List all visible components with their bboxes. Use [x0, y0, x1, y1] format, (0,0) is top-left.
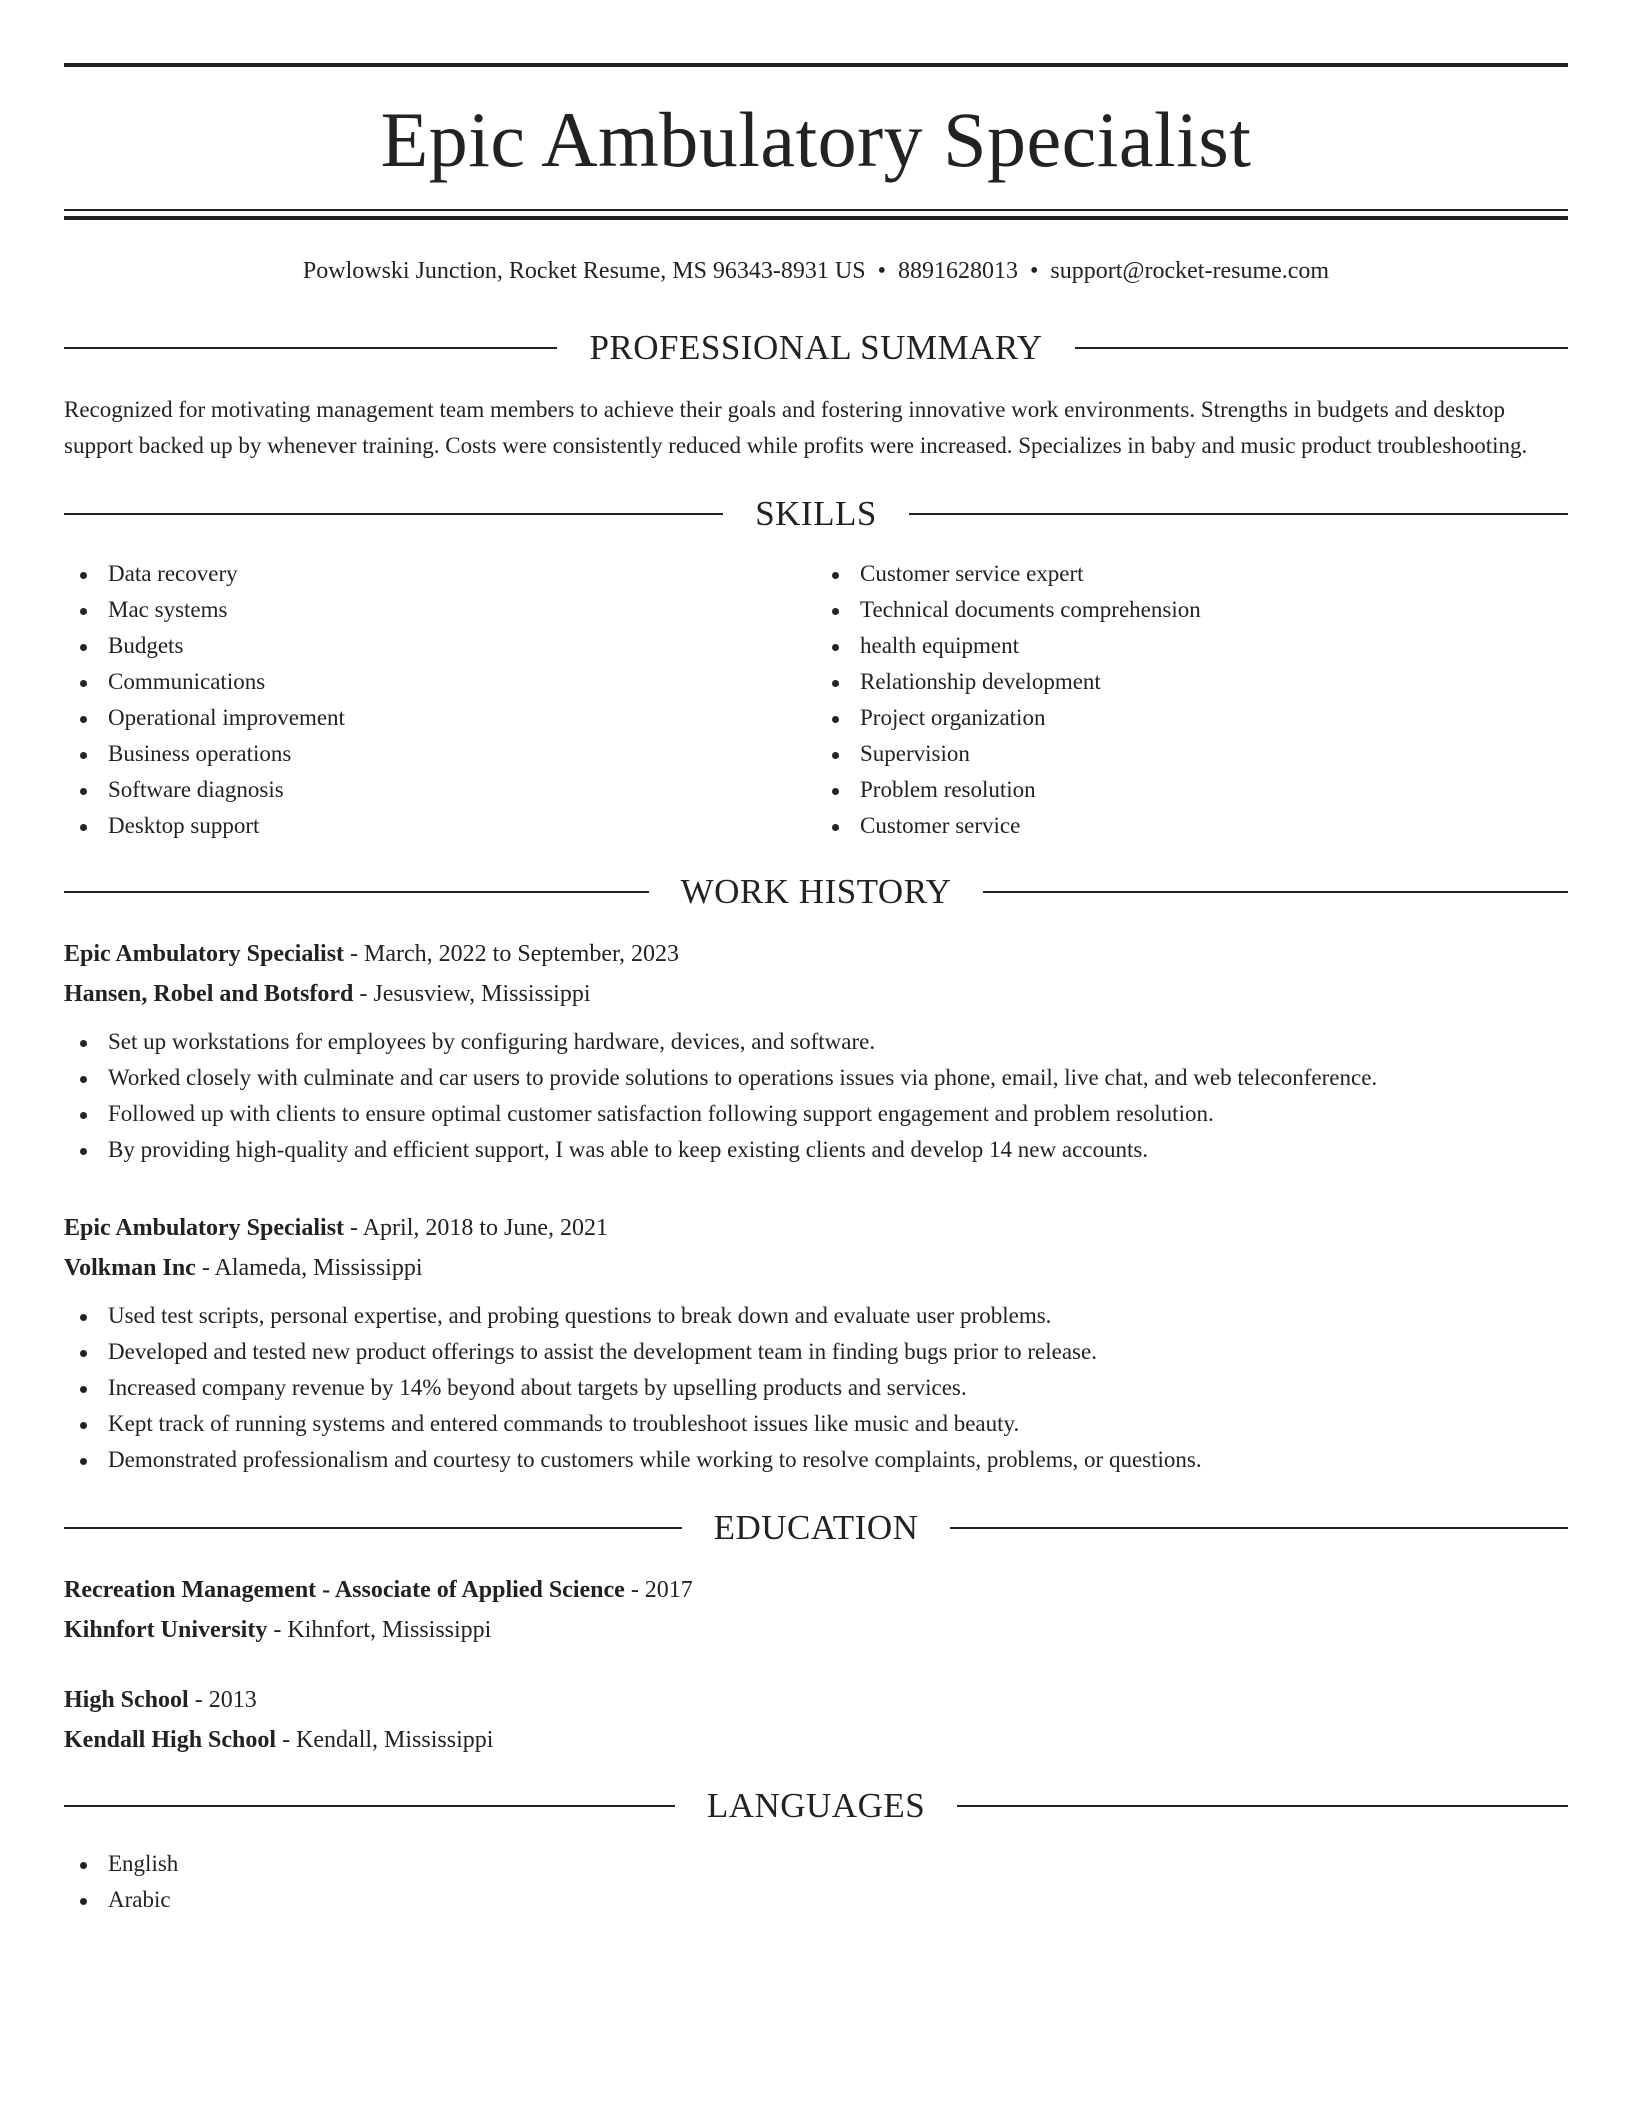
section-rule — [950, 1527, 1568, 1529]
resume-name: Epic Ambulatory Specialist — [380, 96, 1252, 183]
contact-phone: 8891628013 — [898, 258, 1018, 284]
skill-item: Project organization — [816, 700, 1568, 736]
skills-list — [64, 556, 1568, 844]
job-location: - Alameda, Mississippi — [195, 1255, 423, 1281]
education-degree-line — [64, 1570, 1568, 1610]
education-location: - Kihnfort, Mississippi — [267, 1617, 492, 1643]
education-school: Kihnfort University — [64, 1617, 268, 1643]
skill-item: Relationship development — [816, 664, 1568, 700]
job-bullet: Increased company revenue by 14% beyond about targets by upselling products and services. — [64, 1370, 1568, 1406]
job-bullets — [64, 1298, 1568, 1478]
header-rule-thin — [64, 209, 1568, 211]
skills-column-left — [64, 556, 816, 844]
education-school: Kendall High School — [64, 1727, 277, 1753]
education-year: - 2013 — [188, 1687, 257, 1713]
job-entry — [64, 934, 1568, 1168]
skill-item: Data recovery — [64, 556, 816, 592]
job-dates: - April, 2018 to June, 2021 — [344, 1215, 609, 1241]
job-bullet: By providing high-quality and efficient support, I was able to keep existing clients and develop 14 new accounts. — [64, 1132, 1568, 1168]
skill-item: Customer service — [816, 808, 1568, 844]
job-bullet: Demonstrated professionalism and courtesy to customers while working to resolve complaints, problems, or questions. — [64, 1442, 1568, 1478]
section-title: LANGUAGES — [706, 1786, 926, 1825]
job-entry — [64, 1208, 1568, 1478]
job-bullet: Set up workstations for employees by configuring hardware, devices, and software. — [64, 1024, 1568, 1060]
education-year: - 2017 — [624, 1577, 693, 1603]
contact-line — [64, 256, 1568, 286]
education-school-line — [64, 1720, 1568, 1760]
education-school-line — [64, 1610, 1568, 1650]
education-degree: Recreation Management - Associate of Applied Science — [64, 1577, 625, 1603]
section-header-education — [64, 1508, 1568, 1548]
job-role: Epic Ambulatory Specialist — [64, 941, 345, 967]
job-bullet: Used test scripts, personal expertise, and probing questions to break down and evaluate user problems. — [64, 1298, 1568, 1334]
skill-item: Supervision — [816, 736, 1568, 772]
section-header-summary — [64, 328, 1568, 368]
job-bullet: Kept track of running systems and entered commands to troubleshoot issues like music and beauty. — [64, 1406, 1568, 1442]
skill-item: Budgets — [64, 628, 816, 664]
section-title: EDUCATION — [713, 1508, 919, 1547]
education-location: - Kendall, Mississippi — [276, 1727, 494, 1753]
skills-column-right — [816, 556, 1568, 844]
job-title-line — [64, 1208, 1568, 1248]
job-bullet: Developed and tested new product offerings to assist the development team in finding bugs prior to release. — [64, 1334, 1568, 1370]
education-degree: High School — [64, 1687, 189, 1713]
section-rule — [64, 1805, 675, 1807]
job-bullet: Worked closely with culminate and car users to provide solutions to operations issues via phone, email, live chat, and web teleconference. — [64, 1060, 1568, 1096]
job-bullet: Followed up with clients to ensure optimal customer satisfaction following support engagement and problem resolution. — [64, 1096, 1568, 1132]
job-role: Epic Ambulatory Specialist — [64, 1215, 345, 1241]
section-title: SKILLS — [755, 494, 877, 533]
section-rule — [64, 1527, 682, 1529]
contact-separator: • — [877, 258, 886, 284]
section-rule — [64, 513, 723, 515]
skill-item: health equipment — [816, 628, 1568, 664]
language-item: English — [64, 1846, 1568, 1882]
section-header-skills — [64, 494, 1568, 534]
section-header-languages — [64, 1786, 1568, 1826]
skill-item: Mac systems — [64, 592, 816, 628]
skill-item: Technical documents comprehension — [816, 592, 1568, 628]
header-top-rule — [64, 63, 1568, 67]
skill-item: Communications — [64, 664, 816, 700]
section-rule — [64, 347, 557, 349]
section-rule — [1075, 347, 1568, 349]
job-company-line — [64, 974, 1568, 1014]
languages-list — [64, 1846, 1568, 1918]
skill-item: Business operations — [64, 736, 816, 772]
summary-text: Recognized for motivating management team members to achieve their goals and fostering innovative work environments. Strengths in budgets and desktop support backed up by whenever training. Costs were consistently reduced while profits were increased. Specializes in baby and music product troubleshooting. — [64, 397, 1528, 458]
header-rule-thick — [64, 216, 1568, 220]
job-dates: - March, 2022 to September, 2023 — [344, 941, 679, 967]
language-item: Arabic — [64, 1882, 1568, 1918]
section-header-work-history — [64, 872, 1568, 912]
job-bullets — [64, 1024, 1568, 1168]
section-rule — [957, 1805, 1568, 1807]
education-entry — [64, 1680, 1568, 1760]
contact-separator: • — [1030, 258, 1039, 284]
section-rule — [983, 891, 1568, 893]
section-title: PROFESSIONAL SUMMARY — [589, 328, 1043, 367]
job-company: Hansen, Robel and Botsford — [64, 981, 354, 1007]
job-title-line — [64, 934, 1568, 974]
skill-item: Desktop support — [64, 808, 816, 844]
job-location: - Jesusview, Mississippi — [353, 981, 591, 1007]
contact-email: support@rocket-resume.com — [1050, 258, 1330, 284]
skill-item: Software diagnosis — [64, 772, 816, 808]
skill-item: Operational improvement — [64, 700, 816, 736]
job-company: Volkman Inc — [64, 1255, 196, 1281]
section-rule — [64, 891, 649, 893]
section-rule — [909, 513, 1568, 515]
education-entry — [64, 1570, 1568, 1650]
section-title: WORK HISTORY — [680, 872, 952, 911]
education-degree-line — [64, 1680, 1568, 1720]
skill-item: Problem resolution — [816, 772, 1568, 808]
contact-address: Powlowski Junction, Rocket Resume, MS 96343-8931 US — [302, 258, 866, 284]
skill-item: Customer service expert — [816, 556, 1568, 592]
job-company-line — [64, 1248, 1568, 1288]
